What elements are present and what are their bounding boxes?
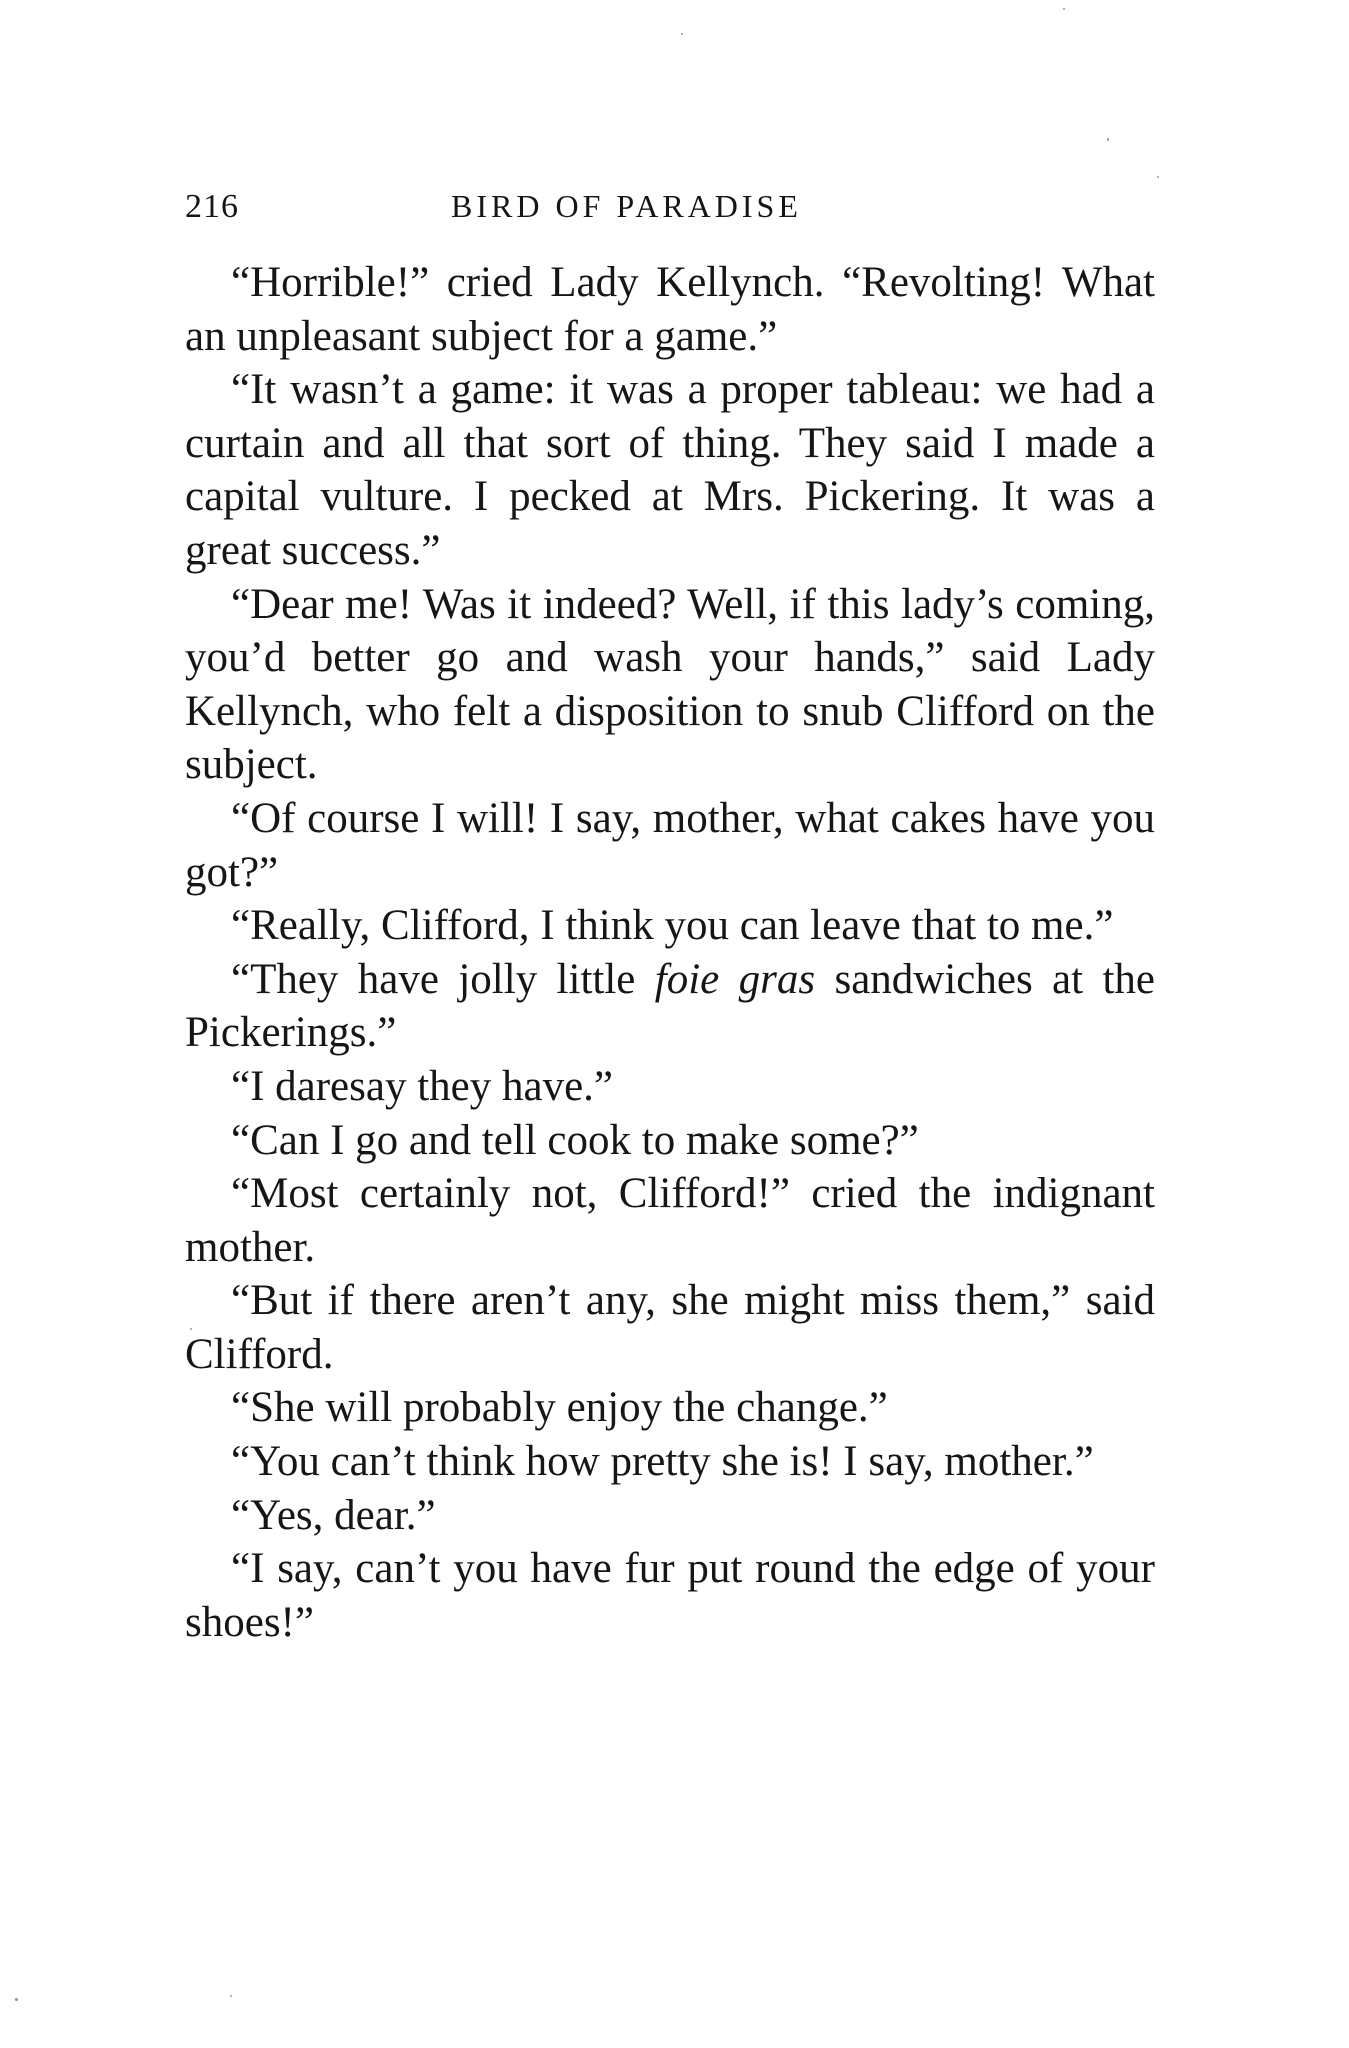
paragraph: “Yes, dear.” bbox=[231, 1491, 436, 1539]
scan-speck bbox=[15, 1998, 18, 2001]
paragraph: “Can I go and tell cook to make some?” bbox=[231, 1116, 919, 1164]
scan-speck bbox=[190, 1328, 192, 1330]
paragraph: “Of course I will! I say, mother, what cakes have you got?” bbox=[185, 794, 1155, 896]
body-text bbox=[185, 256, 1155, 1649]
paragraph: “You can’t think how pretty she is! I say, mother.” bbox=[231, 1438, 1094, 1486]
running-title: BIRD OF PARADISE bbox=[451, 188, 802, 224]
paragraph: “It wasn’t a game: it was a proper tableau: we had a curtain and all that sort of thing. They said I made a capital vulture. I pecked at Mrs. Pickering. It was a great success.” bbox=[185, 366, 1155, 574]
page-number: 216 bbox=[185, 188, 239, 225]
paragraph: “She will probably enjoy the change.” bbox=[231, 1384, 888, 1432]
paragraph: “Dear me! Was it indeed? Well, if this lady’s coming, you’d better go and wash your hands,” said Lady Kellynch, who felt a disposition to snub Clifford on the subject. bbox=[185, 580, 1155, 789]
scan-speck bbox=[1157, 176, 1159, 178]
paragraph: “I daresay they have.” bbox=[231, 1062, 614, 1110]
scan-speck bbox=[1107, 138, 1109, 141]
paragraph-segment: sandwiches at the Pickerings.” bbox=[185, 955, 1155, 1057]
paragraph-segment: “They have jolly little bbox=[231, 955, 655, 1003]
paragraph: “Most certainly not, Clifford!” cried the indignant mother. bbox=[185, 1170, 1155, 1271]
paragraph-with-italic bbox=[185, 953, 1155, 1060]
paragraph: “I say, can’t you have fur put round the edge of your shoes!” bbox=[185, 1545, 1155, 1646]
scan-speck bbox=[230, 1995, 232, 1997]
scan-speck bbox=[681, 33, 683, 35]
paragraph: “Horrible!” cried Lady Kellynch. “Revolting! What an unpleasant subject for a game.” bbox=[185, 259, 1155, 360]
paragraph: “Really, Clifford, I think you can leave that to me.” bbox=[231, 902, 1114, 950]
page-header bbox=[185, 188, 1155, 234]
paragraph: “But if there aren’t any, she might miss them,” said Clifford. bbox=[185, 1277, 1155, 1378]
scan-speck bbox=[1063, 8, 1065, 10]
italic-phrase: foie gras bbox=[654, 955, 816, 1003]
